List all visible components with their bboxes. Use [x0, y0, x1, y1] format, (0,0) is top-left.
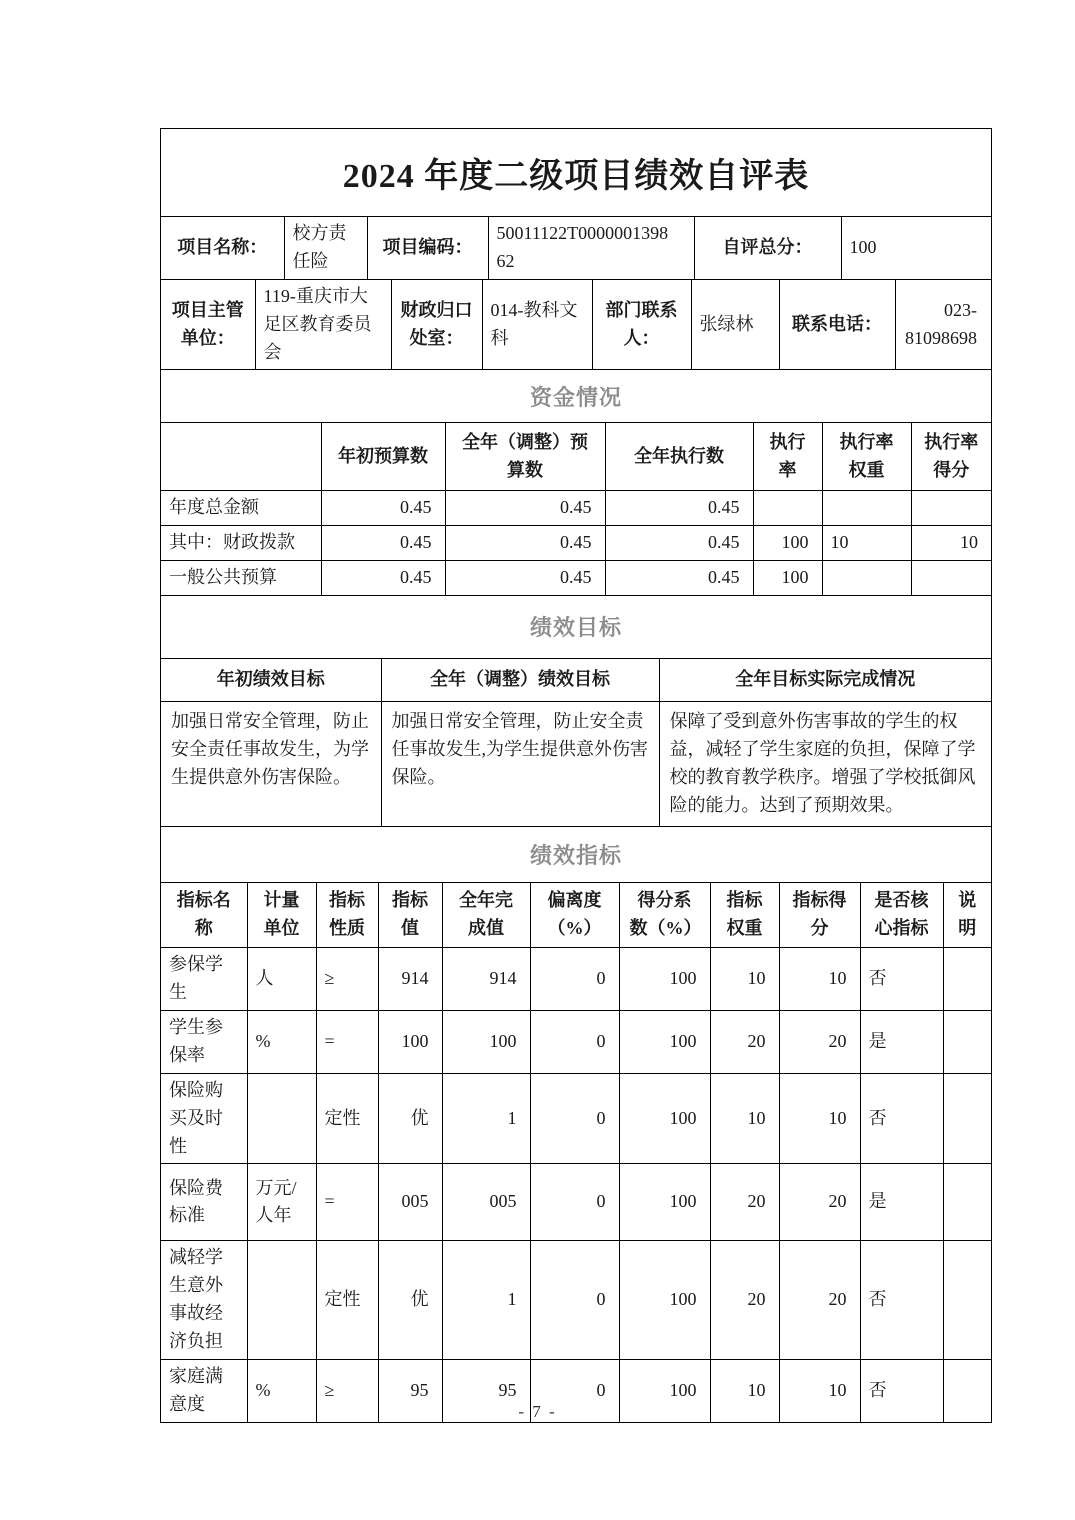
indicator-name: 参保学生: [161, 948, 247, 1011]
indicator-cell: 0: [530, 1359, 619, 1421]
indicator-row: [161, 1010, 991, 1073]
indicator-header-cell: 指标性质: [316, 883, 378, 948]
dept-contact-value: 张绿林: [691, 280, 779, 370]
indicator-cell: [943, 1073, 991, 1164]
indicator-cell: 0: [530, 1241, 619, 1360]
indicator-cell: 万元/人年: [247, 1164, 316, 1241]
indicator-cell: 10: [710, 948, 779, 1011]
funding-cell: [911, 560, 991, 594]
info-table-1: [161, 217, 991, 279]
competent-unit-value: 119-重庆市大足区教育委员会: [255, 280, 391, 370]
funding-cell: 0.45: [445, 560, 605, 594]
indicator-cell: 0: [530, 1164, 619, 1241]
indicators-table: [161, 883, 991, 1422]
indicator-header-cell: 得分系数（%）: [619, 883, 710, 948]
indicator-cell: [247, 1073, 316, 1164]
funding-cell: 10: [911, 525, 991, 560]
phone-value: 023-81098698: [895, 280, 991, 370]
funding-cell: 0.45: [321, 525, 445, 560]
indicator-cell: 定性: [316, 1073, 378, 1164]
indicator-cell: 100: [619, 948, 710, 1011]
goal-completion-text: 保障了受到意外伤害事故的学生的权益，减轻了学生家庭的负担，保障了学校的教育教学秩序。增强了学校抵御风险的能力。达到了预期效果。: [659, 702, 991, 826]
funding-header-cell: 全年执行数: [605, 423, 753, 490]
indicator-cell: 100: [619, 1241, 710, 1360]
funding-row-label: 其中：财政拨款: [161, 525, 321, 560]
phone-label: 联系电话：: [779, 280, 895, 370]
goal-header-cell: 全年目标实际完成情况: [659, 659, 991, 702]
info-row-2: [161, 280, 991, 371]
indicator-header-cell: 指标名称: [176, 890, 231, 938]
indicator-cell: 10: [779, 1073, 860, 1164]
indicator-cell: 100: [378, 1010, 442, 1073]
indicators-section: [161, 883, 991, 1422]
project-code-label: 项目编码：: [367, 217, 488, 279]
info-table-2: [161, 280, 991, 370]
indicator-cell: [943, 1241, 991, 1360]
indicator-cell: 是: [860, 1164, 943, 1241]
funding-cell: 100: [753, 525, 822, 560]
indicator-name: 保险费标准: [161, 1164, 247, 1241]
funding-header-cell: 执行率权重: [822, 423, 911, 490]
page-title: 2024 年度二级项目绩效自评表: [342, 158, 810, 195]
self-score-label: 自评总分：: [694, 217, 841, 279]
goal-initial-text: 加强日常安全管理，防止安全责任事故发生，为学生提供意外伤害保险。: [161, 702, 381, 826]
project-name-label: 项目名称：: [177, 236, 268, 257]
indicator-cell: 20: [779, 1164, 860, 1241]
indicator-cell: 是: [860, 1010, 943, 1073]
indicator-cell: 优: [378, 1241, 442, 1360]
indicator-cell: [943, 1164, 991, 1241]
indicator-name: 家庭满意度: [161, 1359, 247, 1421]
funding-cell: 0.45: [321, 490, 445, 525]
goals-table: [161, 659, 991, 826]
funding-row-label: 年度总金额: [161, 490, 321, 525]
indicator-cell: =: [316, 1164, 378, 1241]
indicator-cell: 0: [530, 948, 619, 1011]
indicator-row: [161, 1073, 991, 1164]
title-row: [161, 129, 991, 217]
indicator-cell: 否: [860, 1073, 943, 1164]
funding-cell: 10: [822, 525, 911, 560]
indicator-cell: 100: [619, 1073, 710, 1164]
indicator-cell: 20: [710, 1010, 779, 1073]
indicator-cell: 10: [710, 1359, 779, 1421]
finance-office-value: 014-教科文科: [482, 280, 592, 370]
indicator-header-cell: 全年完成值: [442, 883, 530, 948]
indicator-cell: 人: [247, 948, 316, 1011]
indicator-cell: 100: [619, 1010, 710, 1073]
indicator-cell: 否: [860, 948, 943, 1011]
funding-table: [161, 423, 991, 594]
indicator-name: 学生参保率: [161, 1010, 247, 1073]
indicator-cell: ≥: [316, 948, 378, 1011]
funding-row: [161, 525, 991, 560]
goal-adjusted-text: 加强日常安全管理，防止安全责任事故发生,为学生提供意外伤害保险。: [381, 702, 659, 826]
indicator-cell: 100: [619, 1359, 710, 1421]
indicator-cell: 100: [619, 1164, 710, 1241]
indicator-cell: 95: [442, 1359, 530, 1421]
funding-cell: 0.45: [605, 490, 753, 525]
indicator-cell: [943, 948, 991, 1011]
funding-header-cell: 执行率得分: [911, 423, 991, 490]
indicator-row: [161, 1241, 991, 1360]
indicator-cell: 0: [530, 1073, 619, 1164]
indicator-cell: %: [247, 1359, 316, 1421]
indicator-cell: ≥: [316, 1359, 378, 1421]
funding-row-label: 一般公共预算: [161, 560, 321, 594]
funding-row: [161, 490, 991, 525]
competent-unit-label: 项目主管单位：: [171, 299, 244, 348]
indicator-header-cell: 指标值: [378, 883, 442, 948]
goal-header-cell: 全年（调整）绩效目标: [381, 659, 659, 702]
indicator-cell: [943, 1010, 991, 1073]
page-number: - 7 -: [518, 1402, 557, 1421]
funding-section: [161, 423, 991, 595]
funding-cell: [822, 490, 911, 525]
funding-cell: 0.45: [605, 560, 753, 594]
dept-contact-label: 部门联系人：: [592, 280, 691, 370]
indicator-cell: 100: [442, 1010, 530, 1073]
project-name-value: 校方责任险: [284, 217, 367, 279]
funding-cell: 0.45: [605, 525, 753, 560]
indicator-name: 保险购买及时性: [161, 1073, 247, 1164]
indicator-cell: 否: [860, 1241, 943, 1360]
indicator-name: 减轻学生意外事故经济负担: [161, 1241, 247, 1360]
indicator-cell: 005: [442, 1164, 530, 1241]
indicator-cell: 定性: [316, 1241, 378, 1360]
goal-header-cell: 年初绩效目标: [216, 668, 325, 689]
indicator-cell: 10: [710, 1073, 779, 1164]
funding-cell: 0.45: [445, 525, 605, 560]
indicator-cell: =: [316, 1010, 378, 1073]
indicator-header-cell: 指标权重: [710, 883, 779, 948]
indicator-header-cell: 是否核心指标: [860, 883, 943, 948]
funding-header-cell: 全年（调整）预算数: [445, 423, 605, 490]
funding-cell: [822, 560, 911, 594]
indicator-header-cell: 偏离度（%）: [530, 883, 619, 948]
funding-header-cell: 执行率: [753, 423, 822, 490]
funding-section-title: 资金情况: [161, 370, 991, 423]
info-row-1: [161, 217, 991, 280]
indicator-cell: 914: [378, 948, 442, 1011]
indicator-row: [161, 948, 991, 1011]
indicator-cell: 20: [710, 1241, 779, 1360]
indicator-cell: 1: [442, 1241, 530, 1360]
indicator-cell: 20: [779, 1010, 860, 1073]
indicator-cell: 10: [779, 948, 860, 1011]
funding-cell: 100: [753, 560, 822, 594]
evaluation-table: [160, 128, 992, 1423]
indicator-header-cell: 指标得分: [779, 883, 860, 948]
project-code-value: 50011122T000000139862: [488, 217, 694, 279]
goals-section-title: 绩效目标: [161, 596, 991, 659]
funding-cell: [911, 490, 991, 525]
indicator-cell: 1: [442, 1073, 530, 1164]
indicator-cell: [247, 1241, 316, 1360]
funding-header-cell: 年初预算数: [321, 423, 445, 490]
indicator-cell: 914: [442, 948, 530, 1011]
indicator-cell: 10: [779, 1359, 860, 1421]
goals-section: [161, 659, 991, 827]
finance-office-label: 财政归口处室：: [391, 280, 482, 370]
funding-cell: 0.45: [321, 560, 445, 594]
funding-cell: 0.45: [445, 490, 605, 525]
indicator-row: [161, 1164, 991, 1241]
indicator-cell: 005: [378, 1164, 442, 1241]
funding-row: [161, 560, 991, 594]
indicator-cell: 否: [860, 1359, 943, 1421]
indicator-cell: 0: [530, 1010, 619, 1073]
indicator-cell: %: [247, 1010, 316, 1073]
funding-header-cell: [161, 423, 321, 490]
indicator-header-cell: 计量单位: [247, 883, 316, 948]
indicator-cell: 优: [378, 1073, 442, 1164]
indicators-section-title: 绩效指标: [161, 827, 991, 883]
indicator-header-cell: 说明: [943, 883, 991, 948]
indicator-cell: 95: [378, 1359, 442, 1421]
indicator-cell: 20: [710, 1164, 779, 1241]
indicator-cell: 20: [779, 1241, 860, 1360]
self-score-value: 100: [841, 217, 991, 279]
funding-cell: [753, 490, 822, 525]
